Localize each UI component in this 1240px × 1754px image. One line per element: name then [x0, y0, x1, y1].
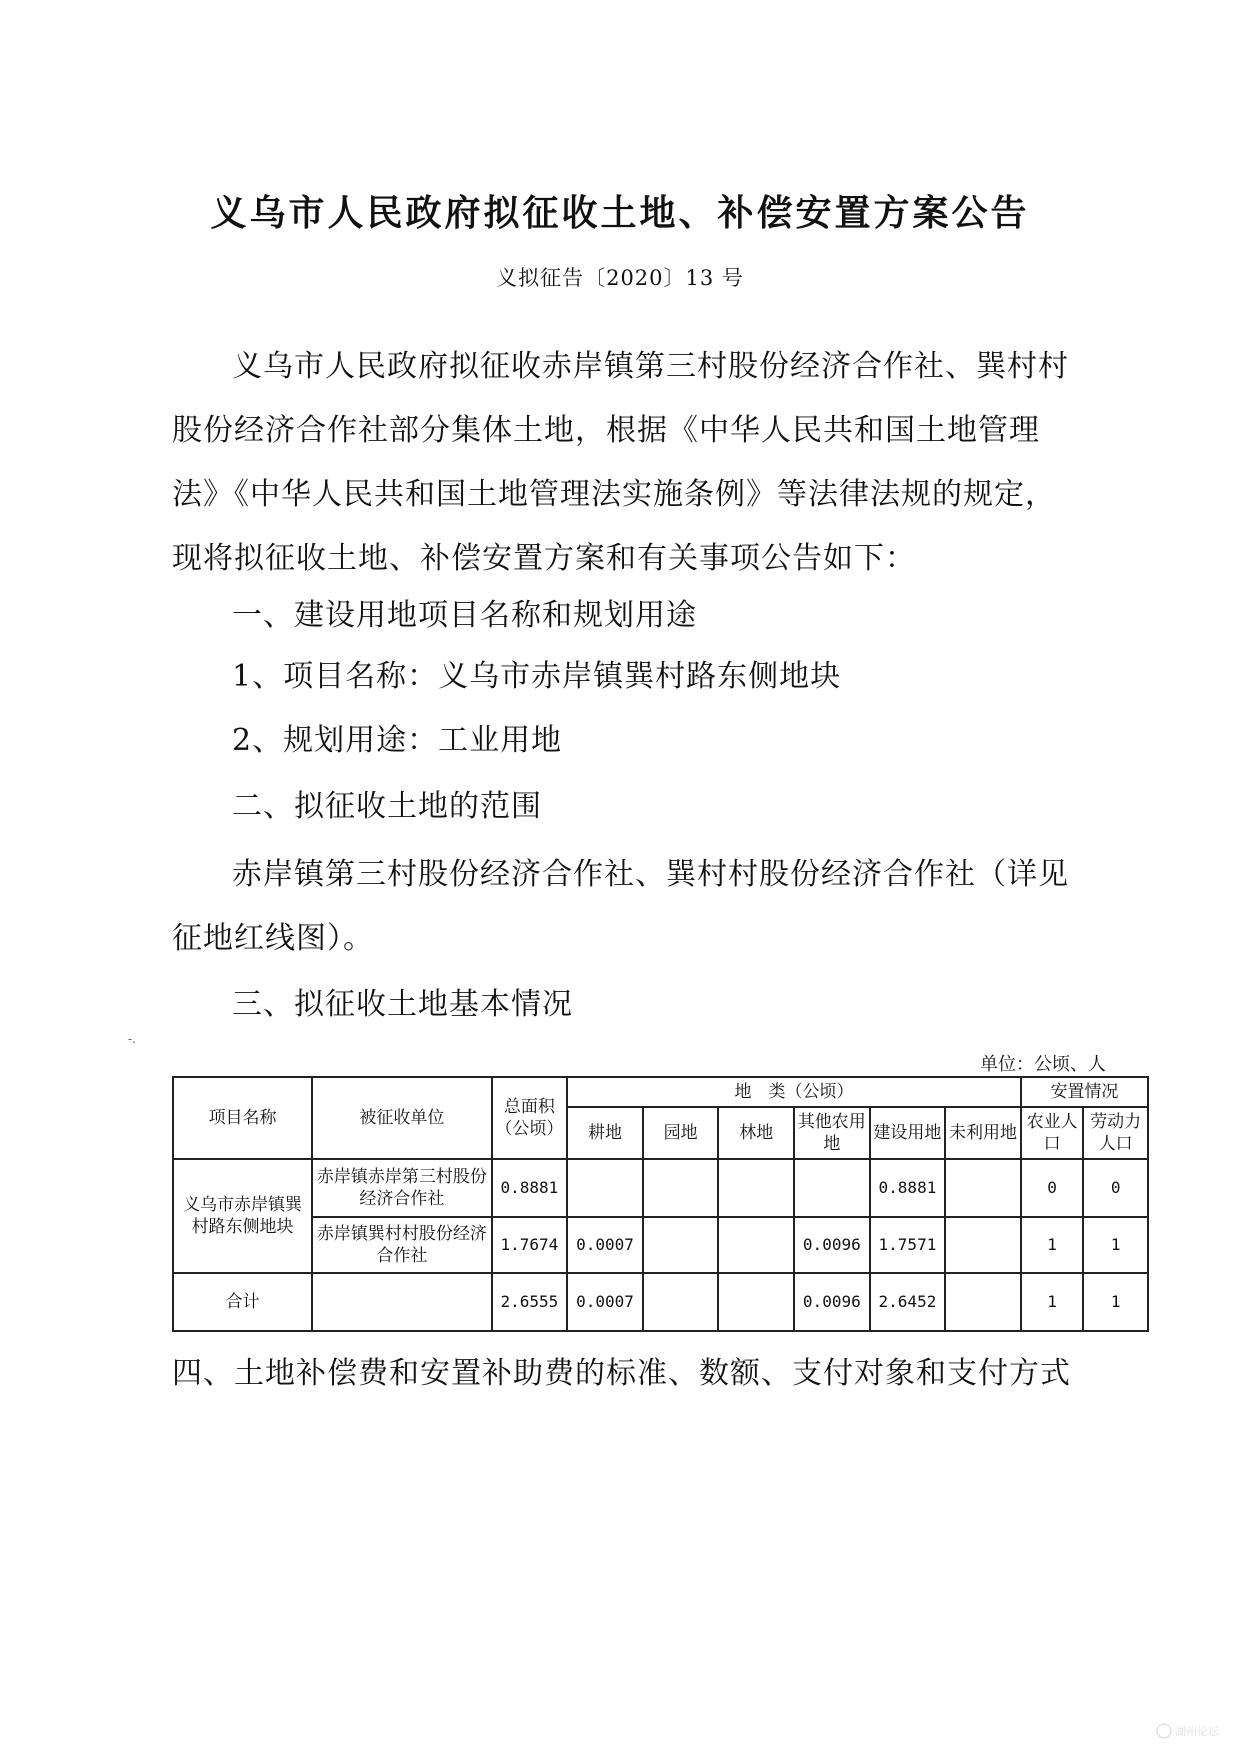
header-arable: 耕地 — [567, 1107, 643, 1159]
cell-other-agri — [794, 1159, 870, 1217]
header-agri-pop: 农业人口 — [1021, 1107, 1084, 1159]
section-2-heading: 二、拟征收土地的范围 — [232, 789, 542, 824]
cell-agri-pop: 0 — [1021, 1159, 1084, 1217]
cell-other-agri: 0.0096 — [794, 1273, 870, 1331]
scan-mark: -. — [128, 1032, 136, 1046]
cell-unused — [945, 1159, 1021, 1217]
cell-unit: 赤岸镇巽村村股份经济合作社 — [312, 1217, 491, 1273]
cell-forest — [718, 1273, 794, 1331]
header-construct: 建设用地 — [870, 1107, 946, 1159]
table-header-row — [173, 1077, 1148, 1107]
watermark-text: 湖州论坛 — [1175, 1725, 1219, 1738]
cell-arable — [567, 1159, 643, 1217]
cell-agri-pop: 1 — [1021, 1217, 1084, 1273]
document-number: 义拟征告〔2020〕13 号 — [496, 266, 744, 290]
table-row — [173, 1159, 1148, 1217]
header-labor: 劳动力人口 — [1083, 1107, 1148, 1159]
cell-garden — [643, 1273, 719, 1331]
table-total-row — [173, 1273, 1148, 1331]
intro-paragraph: 义乌市人民政府拟征收赤岸镇第三村股份经济合作社、巽村村股份经济合作社部分集体土地，根据《中华人民共和国土地管理法》《中华人民共和国土地管理法实施条例》等法律法规的规定，现将拟征收土地、补偿安置方案和有关事项公告如下： — [172, 349, 1069, 576]
section-1-heading: 一、建设用地项目名称和规划用途 — [232, 598, 697, 633]
cell-unused — [945, 1217, 1021, 1273]
cell-labor: 1 — [1083, 1273, 1148, 1331]
header-total: 总面积（公顷） — [492, 1077, 568, 1159]
forum-watermark — [1155, 1720, 1225, 1742]
project-name-item: 1、项目名称：义乌市赤岸镇巽村路东侧地块 — [232, 659, 842, 694]
page-title: 义乌市人民政府拟征收土地、补偿安置方案公告 — [210, 193, 1030, 234]
section-3-heading: 三、拟征收土地基本情况 — [232, 987, 573, 1022]
land-info-table — [172, 1076, 1149, 1332]
cell-construct: 1.7571 — [870, 1217, 946, 1273]
cell-construct: 2.6452 — [870, 1273, 946, 1331]
cell-project-name: 义乌市赤岸镇巽村路东侧地块 — [173, 1159, 312, 1273]
table-row — [173, 1217, 1148, 1273]
table-unit-label: 单位：公顷、人 — [980, 1054, 1106, 1075]
header-garden: 园地 — [643, 1107, 719, 1159]
header-landtype: 地 类（公顷） — [567, 1077, 1021, 1107]
cell-garden — [643, 1217, 719, 1273]
cell-agri-pop: 1 — [1021, 1273, 1084, 1331]
cell-garden — [643, 1159, 719, 1217]
cell-other-agri: 0.0096 — [794, 1217, 870, 1273]
planned-use-item: 2、规划用途：工业用地 — [232, 723, 563, 758]
cell-arable: 0.0007 — [567, 1217, 643, 1273]
header-settle: 安置情况 — [1021, 1077, 1148, 1107]
header-other-agri: 其他农用地 — [794, 1107, 870, 1159]
cell-construct: 0.8881 — [870, 1159, 946, 1217]
cell-unused — [945, 1273, 1021, 1331]
cell-labor: 0 — [1083, 1159, 1148, 1217]
cell-labor: 1 — [1083, 1217, 1148, 1273]
header-forest: 林地 — [718, 1107, 794, 1159]
cell-total: 2.6555 — [492, 1273, 568, 1331]
cell-total: 0.8881 — [492, 1159, 568, 1217]
section-4-heading: 四、土地补偿费和安置补助费的标准、数额、支付对象和支付方式 — [172, 1356, 1071, 1391]
header-project: 项目名称 — [173, 1077, 312, 1159]
cell-forest — [718, 1217, 794, 1273]
scope-paragraph: 赤岸镇第三村股份经济合作社、巽村村股份经济合作社（详见征地红线图）。 — [172, 857, 1069, 956]
header-unused: 未利用地 — [945, 1107, 1021, 1159]
cell-unit — [312, 1273, 491, 1331]
cell-total-label: 合计 — [173, 1273, 312, 1331]
cell-forest — [718, 1159, 794, 1217]
cell-arable: 0.0007 — [567, 1273, 643, 1331]
cell-total: 1.7674 — [492, 1217, 568, 1273]
header-unit: 被征收单位 — [312, 1077, 491, 1159]
cell-unit: 赤岸镇赤岸第三村股份经济合作社 — [312, 1159, 491, 1217]
